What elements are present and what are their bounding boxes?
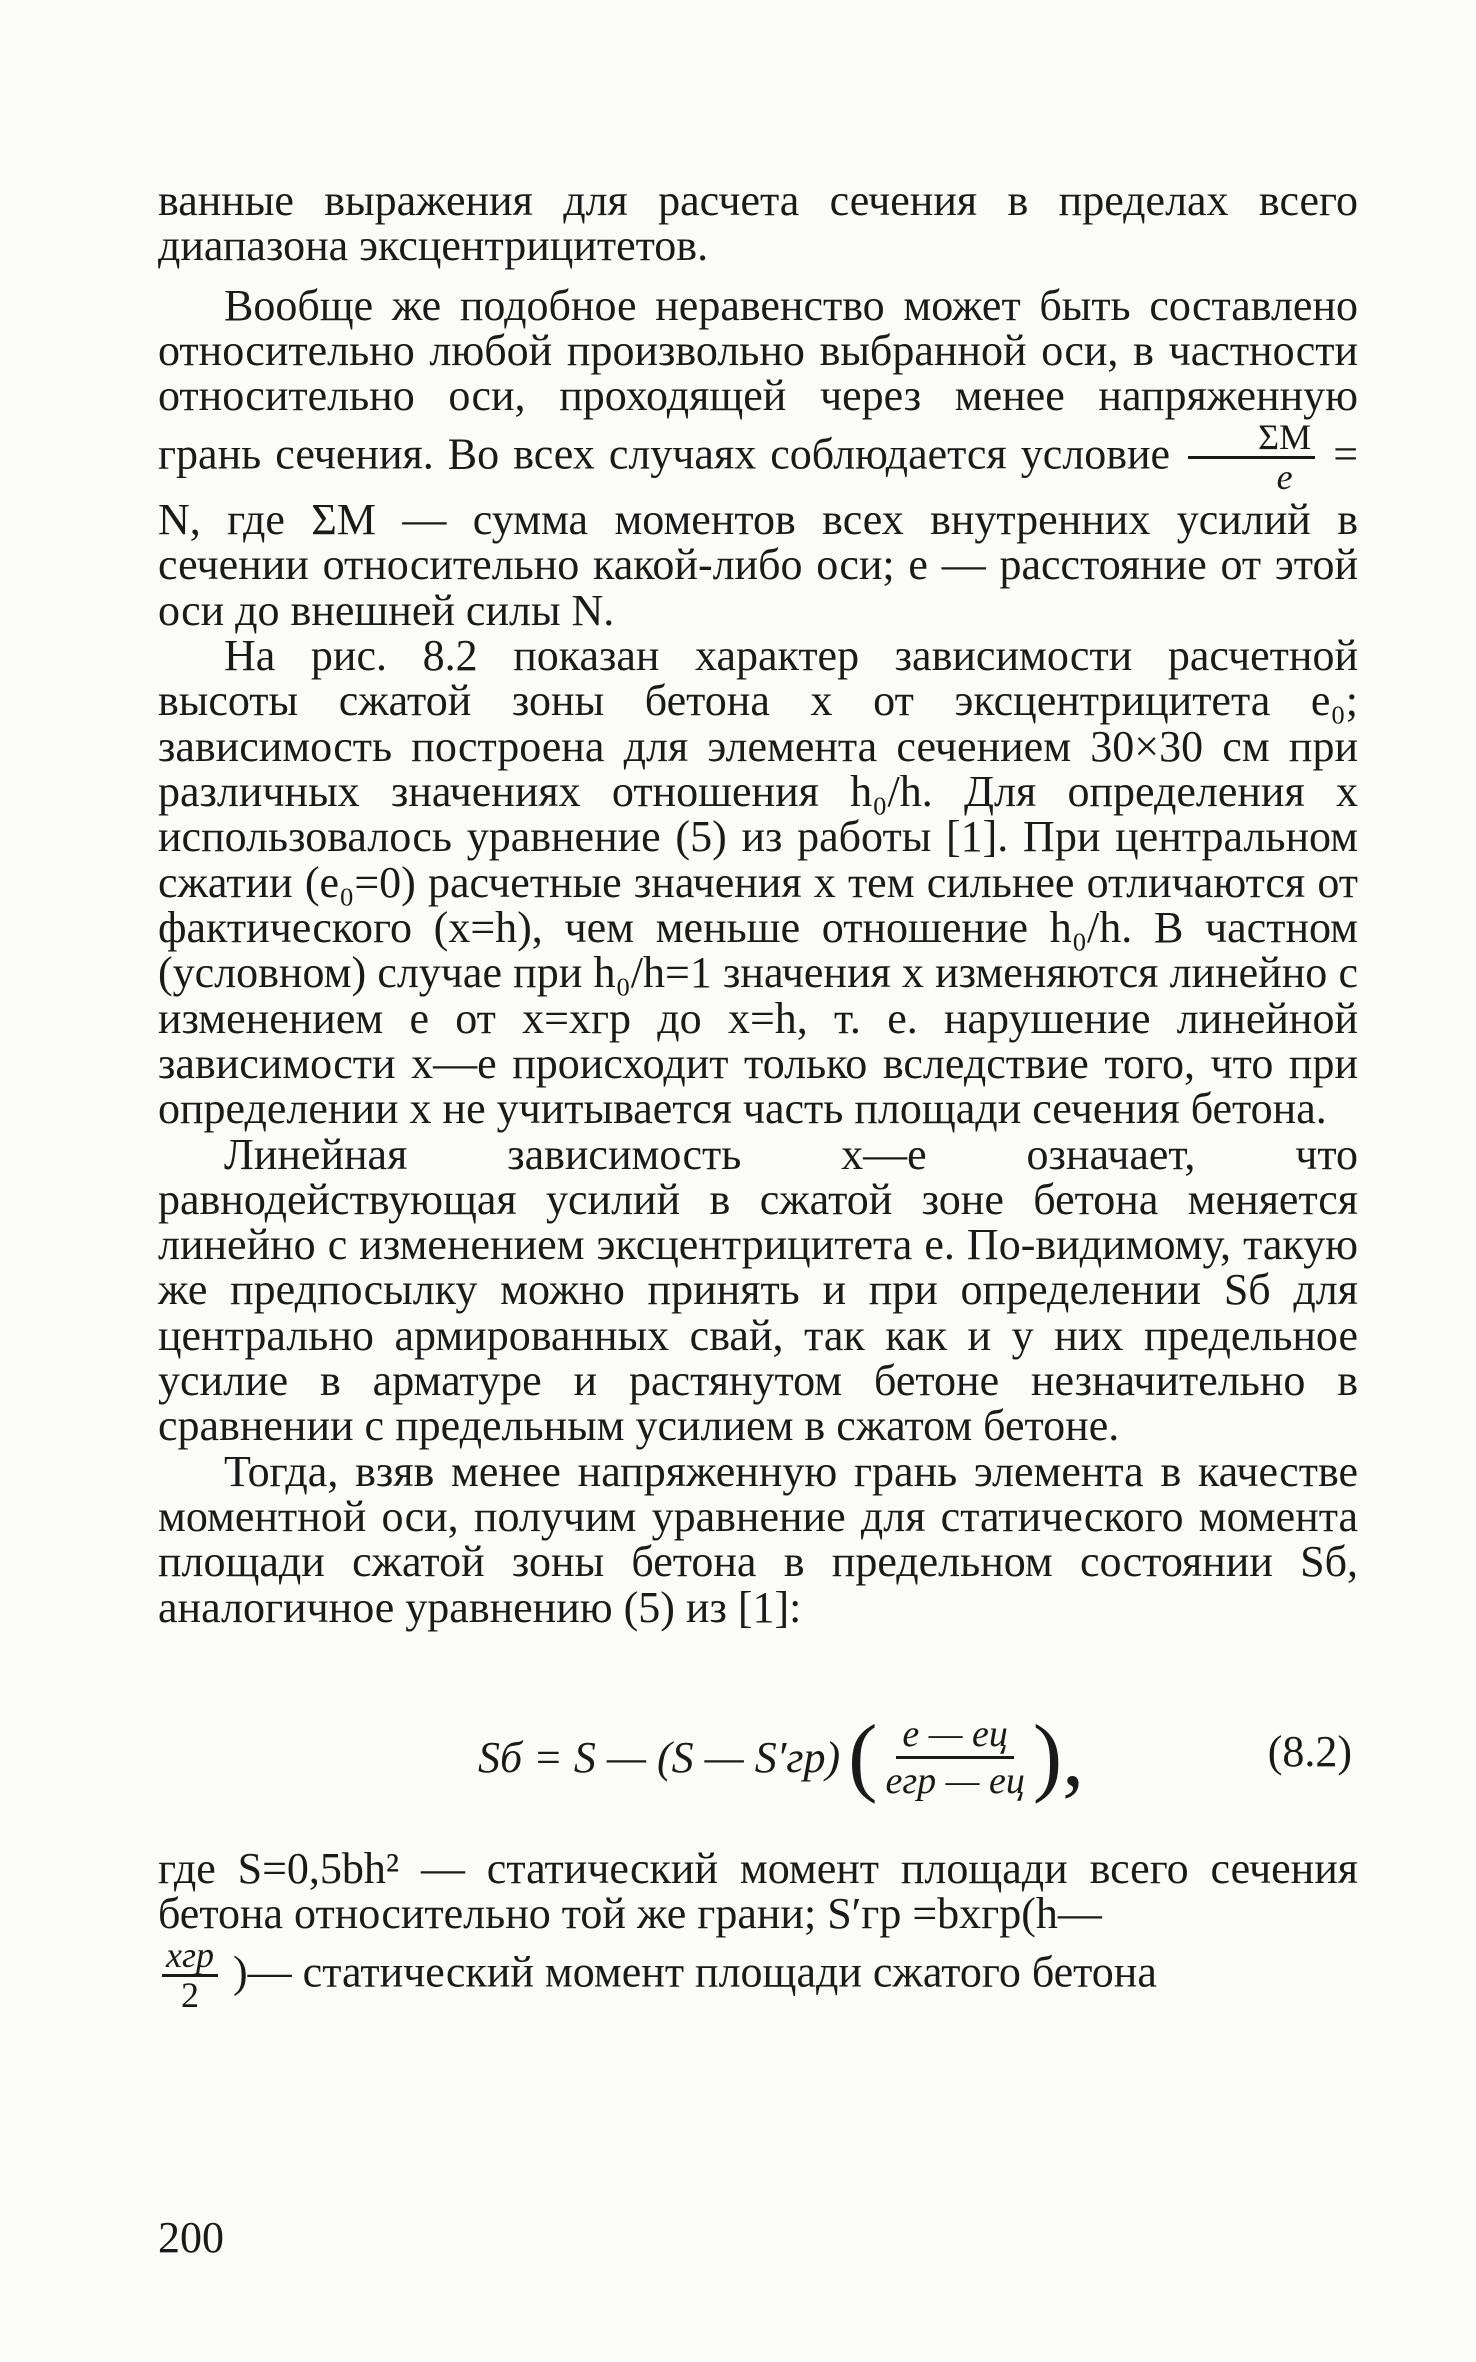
- paragraph-4: Линейная зависимость x—e означает, что равнодействующая усилий в сжатой зоне бетона меняется линейно с изменением эксцентрицитета e. По-видимому, такую же предпосылку можно принять и при определении Sб для центрально армированных свай, так как и у них предельное усилие в арматуре и растянутом бетоне незначительно в сравнении с предельным усилием в сжатом бетоне.: [158, 1129, 1358, 1451]
- condition-fraction: [1188, 416, 1315, 498]
- paragraph-2-cont: = N, где ΣM — сумма моментов всех внутренних усилий в сечении относительно какой-либо оси; e — расстояние от этой оси до внешней силы N.: [158, 428, 1359, 635]
- formula-body: Sб = S — (S — S′гр) ( $\frac{e — eц}{\text{eгр — eц}}$ ),: [478, 1708, 1085, 1806]
- condition-denominator: e: [1276, 457, 1293, 498]
- paragraph-7-text: )— статический момент площади сжатого бетона: [233, 1946, 1157, 1996]
- paragraph-6: где S=0,5bh² — статический момент площади всего сечения бетона относительно той же грани; S′гр =bxгр(h—: [158, 1843, 1358, 1939]
- formula-number: (8.2): [1267, 1726, 1352, 1776]
- paragraph-7: [158, 1934, 1358, 2016]
- formula-lhs: Sб = S — (S — S′гр): [478, 1732, 841, 1782]
- formula-fraction: [885, 1712, 1024, 1803]
- paragraph-2: [158, 280, 1359, 635]
- formula-tail: ),: [1032, 1708, 1085, 1806]
- paragraph-2-text: Вообще же подобное неравенство может быть составлено относительно любой произвольно выбранной оси, в частности относительно оси, проходящей через менее напряженную грань сечения. Во всех случаях соблюдается условие: [158, 280, 1358, 478]
- paragraph-5: Тогда, взяв менее напряженную грань элемента в качестве моментной оси, получим уравнение для статического момента площади сжатой зоны бетона в предельном состоянии Sб, аналогичное уравнению (5) из [1]:: [158, 1446, 1358, 1632]
- condition-numerator: ΣM: [1188, 419, 1315, 460]
- paragraph-3: На рис. 8.2 показан характер зависимости расчетной высоты сжатой зоны бетона x от эксцентрицитета e₀; зависимость построена для элемента сечением 30×30 см при различных значениях отношения h₀/h. Для определения x использовалось уравнение (5) из работы [1]. При центральном сжатии (e₀=0) расчетные значения x тем сильнее отличаются от фактического (x=h), чем меньше отношение h₀/h. В частном (условном) случае при h₀/h=1 значения x изменяются линейно с изменением e от x=xгр до x=h, т. е. нарушение линейной зависимости x—e происходит только вследствие того, что при определении x не учитывается часть площади сечения бетона.: [158, 631, 1358, 1134]
- formula-8-2: [158, 1676, 1358, 1846]
- page-number: 200: [158, 2213, 224, 2262]
- formula-numerator: e — eц: [896, 1712, 1014, 1759]
- paragraph-1: ванные выражения для расчета сечения в пределах всего диапазона эксцентрицитетов.: [158, 176, 1358, 271]
- page-body: [158, 178, 1358, 2015]
- formula-denominator: eгр — eц: [885, 1759, 1025, 1802]
- last-fraction-numerator: xгр: [162, 1937, 218, 1978]
- last-fraction-denominator: 2: [181, 1975, 200, 2016]
- last-fraction: [162, 1934, 218, 2016]
